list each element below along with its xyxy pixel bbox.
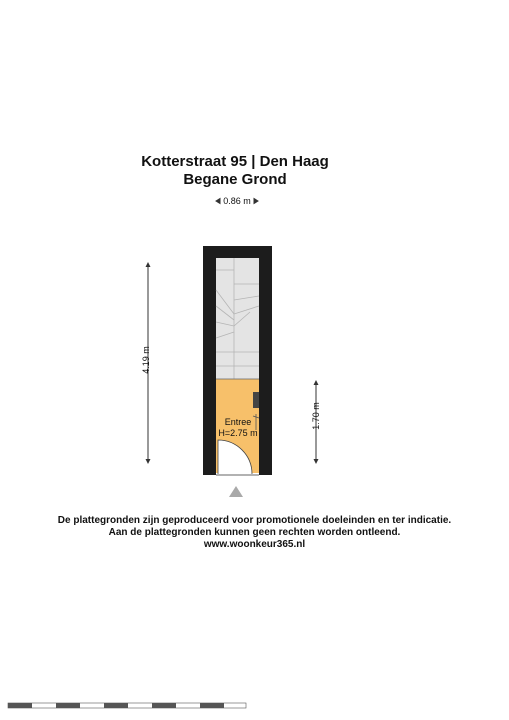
scale-bar: [8, 703, 246, 708]
room-name: Entree: [224, 417, 252, 427]
total-length-label: 4.19 m: [141, 346, 151, 374]
disclaimer-line-2: Aan de plattegronden kunnen geen rechten worden ontleend.: [108, 527, 401, 538]
entrance-marker-icon: [229, 486, 243, 497]
plan-title: Kotterstraat 95 | Den Haag: [141, 153, 329, 170]
disclaimer-line-1: De plattegronden zijn geproduceerd voor promotionele doeleinden en ter indicatie.: [57, 515, 452, 526]
website-link[interactable]: www.woonkeur365.nl: [203, 539, 306, 550]
width-dimension-label: 0.86 m: [223, 196, 251, 206]
room-height: H=2.75 m: [218, 428, 258, 438]
staircase: [216, 258, 259, 379]
floor-name: Begane Grond: [183, 171, 287, 188]
entree-length-label: 1.70 m: [311, 402, 321, 430]
